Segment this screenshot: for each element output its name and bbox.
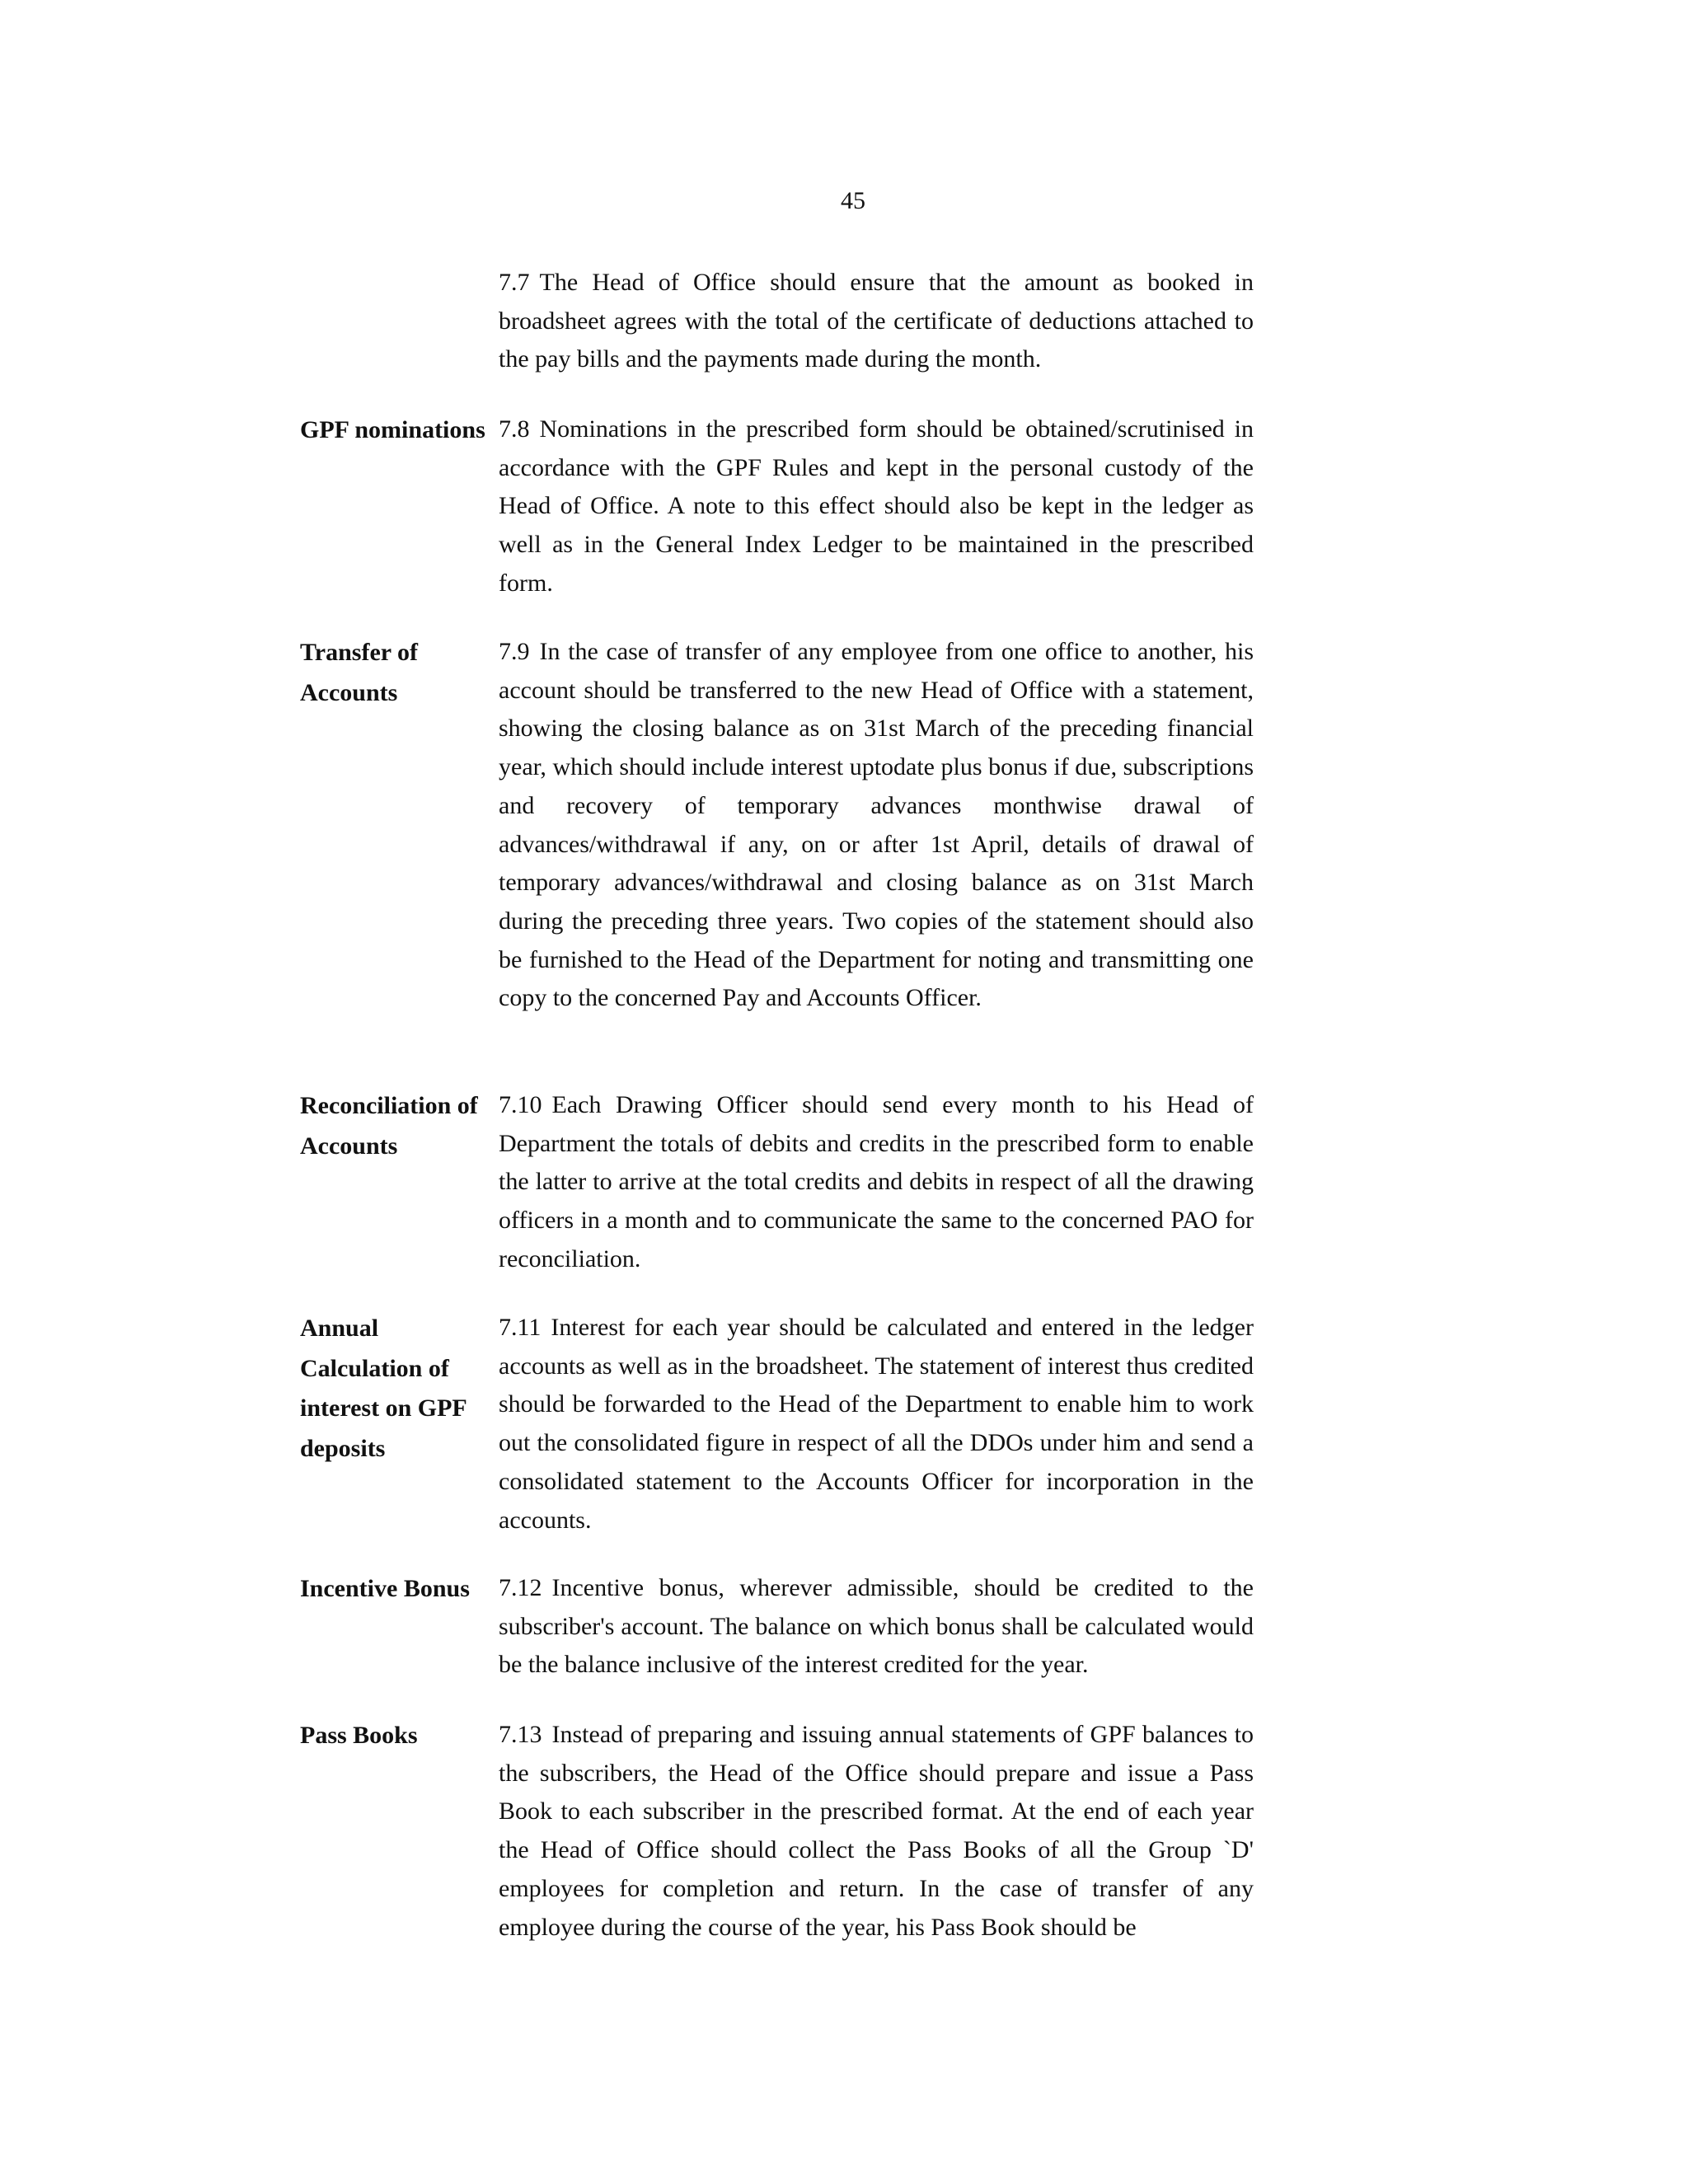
section-sidenote: Pass Books: [300, 1722, 418, 1749]
section-sidenote: Transfer of Accounts: [300, 639, 419, 706]
section-text: In the case of transfer of any employee from one office to another, his account should be transferred to the new Head of Office with a statement, showing the closing balance as on 31st March of the preceding financial year, which should include interest uptodate plus bonus if due, subscriptions and recovery of temporary advances monthwise drawal of advances/withdrawal if any, on or after 1st April, details of drawal of temporary advances/withdrawal and closing balance as on 31st March during the preceding three years. Two copies of the statement should also be furnished to the Head of the Department for noting and transmitting one copy to the concerned Pay and Accounts Officer.: [499, 638, 1254, 1012]
section-sidenote: Annual Calculation of interest on GPF deposits: [300, 1315, 467, 1462]
section-paragraph: [499, 264, 1254, 379]
page-number: 45: [841, 187, 865, 214]
section-paragraph: [499, 1086, 1254, 1279]
section-text: The Head of Office should ensure that the amount as booked in broadsheet agrees with the total of the certificate of deductions attached to the pay bills and the payments made during the month.: [499, 269, 1254, 373]
section-number: 7.9: [499, 638, 530, 665]
section-number: 7.12: [499, 1574, 542, 1601]
section-number: 7.7: [499, 269, 530, 296]
section-sidenote: GPF nominations: [300, 416, 485, 443]
section-paragraph: [499, 1716, 1254, 1947]
section-paragraph: [499, 633, 1254, 1018]
section-number: 7.13: [499, 1721, 542, 1748]
section-number: 7.10: [499, 1091, 542, 1118]
section-number: 7.8: [499, 415, 530, 443]
section-number: 7.11: [499, 1314, 542, 1341]
section-text: Interest for each year should be calculated and entered in the ledger accounts as well as in the broadsheet. The statement of interest thus credited should be forwarded to the Head of the Department to enable him to work out the consolidated figure in respect of all the DDOs under him and send a consolidated statement to the Accounts Officer for incorporation in the accounts.: [499, 1314, 1254, 1534]
section-text: Instead of preparing and issuing annual statements of GPF balances to the subscribers, the Head of the Office should prepare and issue a Pass Book to each subscriber in the prescribed format. At the end of each year the Head of Office should collect the Pass Books of all the Group `D' employees for completion and return. In the case of transfer of any employee during the course of the year, his Pass Book should be: [499, 1721, 1254, 1941]
section-sidenote: Reconciliation of Accounts: [300, 1092, 478, 1160]
section-text: Nominations in the prescribed form should be obtained/scrutinised in accordance with the GPF Rules and kept in the personal custody of the Head of Office. A note to this effect should also be kept in the ledger as well as in the General Index Ledger to be maintained in the prescribed form.: [499, 415, 1254, 597]
section-text: Incentive bonus, wherever admissible, should be credited to the subscriber's account. The balance on which bonus shall be calculated would be the balance inclusive of the interest credited for the year.: [499, 1574, 1254, 1679]
section-paragraph: [499, 410, 1254, 603]
section-paragraph: [499, 1569, 1254, 1685]
section-text: Each Drawing Officer should send every month to his Head of Department the totals of debits and credits in the prescribed form to enable the latter to arrive at the total credits and debits in respect of all the drawing officers in a month and to communicate the same to the concerned PAO for reconciliation.: [499, 1091, 1254, 1272]
section-sidenote: Incentive Bonus: [300, 1575, 470, 1602]
section-paragraph: [499, 1309, 1254, 1540]
